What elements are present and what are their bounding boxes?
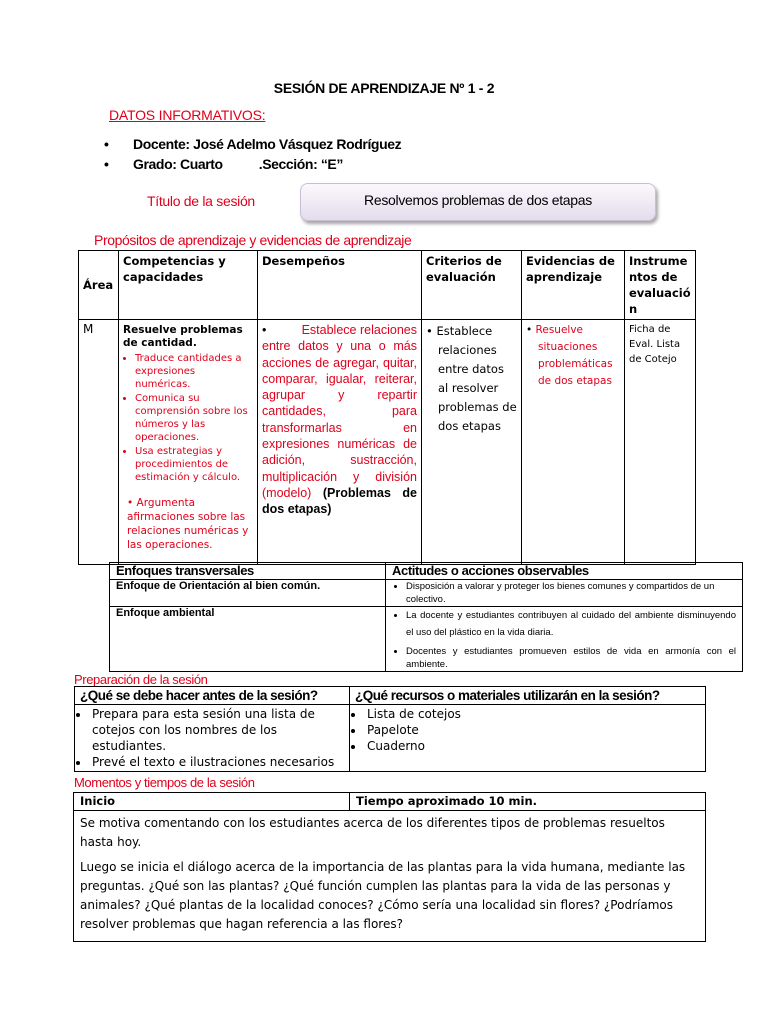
table-row <box>110 607 743 672</box>
recursos-list <box>355 706 700 754</box>
list-item: • Cuaderno <box>365 738 700 754</box>
header-competencias: Competencias y capacidades <box>119 251 258 320</box>
instrumentos-text: Ficha de Eval. Lista de Cotejo <box>629 324 681 365</box>
header-inicio: Inicio <box>74 793 350 811</box>
criterios-cell <box>422 320 522 565</box>
actitudes-list <box>392 607 736 671</box>
bullet-icon: • <box>104 136 109 152</box>
enfoque-cell <box>110 580 386 607</box>
list-item: • Prevé el texto e ilustraciones necesarios <box>90 754 344 770</box>
actitudes-cell <box>386 580 743 607</box>
criterio-body: Establece relaciones entre datos al resolver problemas de dos etapas <box>436 324 517 433</box>
desempeno-body: Establece relaciones entre datos y una o más acciones de agregar, quitar, comparar, igualar, reiterar, agrupar y repartir cantidades, para transformarlas en expresiones numéricas de adición, sustracción, multiplicación y división (modelo) <box>262 323 417 500</box>
list-item: • Usa estrategias y procedimientos de estimación y cálculo. <box>135 445 253 484</box>
list-item: • Papelote <box>365 722 700 738</box>
list-item: • Disposición a valorar y proteger los bienes comunes y compartidos de un colectivo. <box>406 580 736 606</box>
propositos-table <box>78 250 696 565</box>
momentos-table <box>73 792 706 942</box>
header-evidencias: Evidencias de aprendizaje <box>522 251 625 320</box>
bullet-icon: • <box>426 324 437 338</box>
header-antes: ¿Qué se debe hacer antes de la sesión? <box>75 687 350 705</box>
enfoque-name: Enfoque de Orientación al bien común. <box>116 580 321 592</box>
evidencia-text <box>526 322 620 390</box>
header-criterios: Criterios de evaluación <box>422 251 522 320</box>
momento-paragraph: Luego se inicia el diálogo acerca de la importancia de las plantas para la vida humana, mediante las preguntas. ¿Qué son las plantas? ¿Qué función cumplen las plantas para la vida de las personas y animales? ¿Qué plantas de la localidad conoces? ¿Cómo sería una localidad sin flores? ¿Podríamos resolver problemas que hagan referencia a las flores? <box>80 860 686 931</box>
bullet-icon: • <box>104 156 109 172</box>
area-cell: M <box>79 320 119 565</box>
evidencia-body: Resuelve situaciones problemáticas de dos etapas <box>535 324 613 387</box>
actitudes-cell <box>386 607 743 672</box>
grado-line <box>104 156 343 172</box>
list-item: • Traduce cantidades a expresiones numéricas. <box>135 352 253 391</box>
header-desempenos: Desempeños <box>258 251 422 320</box>
header-area: Área <box>79 251 119 320</box>
evidencias-cell <box>522 320 625 565</box>
propositos-heading: Propósitos de aprendizaje y evidencias de aprendizaje <box>94 232 412 248</box>
instrumentos-cell <box>625 320 696 565</box>
desempeno-bold: (Problemas de dos etapas) <box>262 485 417 517</box>
desempeno-text <box>262 322 417 518</box>
enfoques-table <box>109 562 743 672</box>
momentos-heading: Momentos y tiempos de la sesión <box>74 775 255 790</box>
recursos-cell <box>350 705 706 772</box>
momentos-body-cell <box>74 811 706 942</box>
desempenos-cell <box>258 320 422 565</box>
enfoque-cell <box>110 607 386 672</box>
preparacion-heading: Preparación de la sesión <box>74 672 208 687</box>
docente-line <box>104 136 401 152</box>
table-row <box>110 580 743 607</box>
list-item: • Comunica su comprensión sobre los números y las operaciones. <box>135 392 253 444</box>
page-title: SESIÓN DE APRENDIZAJE Nº 1 - 2 <box>273 80 495 96</box>
datos-informativos-heading: DATOS INFORMATIVOS: <box>109 107 266 123</box>
antes-list <box>80 706 344 770</box>
table-row <box>75 705 706 772</box>
table-header-row <box>110 563 743 580</box>
header-actitudes: Actitudes o acciones observables <box>386 563 743 580</box>
capacidades-list <box>123 352 253 484</box>
grado-text: Grado: Cuarto <box>133 156 223 172</box>
criterio-text <box>426 322 517 436</box>
competencias-cell <box>119 320 258 565</box>
header-recursos: ¿Qué recursos o materiales utilizarán en la sesión? <box>350 687 706 705</box>
bullet-icon: • <box>526 324 536 336</box>
header-enfoques: Enfoques transversales <box>110 563 386 580</box>
table-header-row <box>75 687 706 705</box>
list-item: • Lista de cotejos <box>365 706 700 722</box>
docente-text: Docente: José Adelmo Vásquez Rodríguez <box>133 136 402 152</box>
bullet-icon: • <box>262 323 267 337</box>
header-instrumentos: Instrume ntos de evaluació n <box>625 251 696 320</box>
list-item: • Docentes y estudiantes promueven estilos de vida en armonía con el ambiente. <box>406 645 736 671</box>
enfoque-name: Enfoque ambiental <box>116 607 215 619</box>
titulo-sesion-box: Resolvemos problemas de dos etapas <box>300 183 656 221</box>
antes-cell <box>75 705 350 772</box>
actitudes-list <box>392 580 736 606</box>
competencia-title: Resuelve problemas de cantidad. <box>123 324 243 349</box>
table-header-row <box>79 251 696 320</box>
header-tiempo: Tiempo aproximado 10 min. <box>350 793 706 811</box>
table-row <box>74 811 706 942</box>
table-row <box>79 320 696 565</box>
table-header-row <box>74 793 706 811</box>
momento-paragraph: Se motiva comentando con los estudiantes acerca de los diferentes tipos de problemas resueltos hasta hoy. <box>80 816 665 849</box>
seccion-text: .Sección: “E” <box>258 156 343 172</box>
titulo-sesion-label: Título de la sesión <box>147 193 255 209</box>
list-item: • La docente y estudiantes contribuyen al cuidado del ambiente disminuyendo el uso del plástico en la vida diaria. <box>406 607 736 641</box>
preparacion-table <box>74 686 706 772</box>
list-item: • Prepara para esta sesión una lista de cotejos con los nombres de los estudiantes. <box>90 706 344 754</box>
capacidad-argumenta: • Argumenta afirmaciones sobre las relaciones numéricas y las operaciones. <box>127 497 249 551</box>
